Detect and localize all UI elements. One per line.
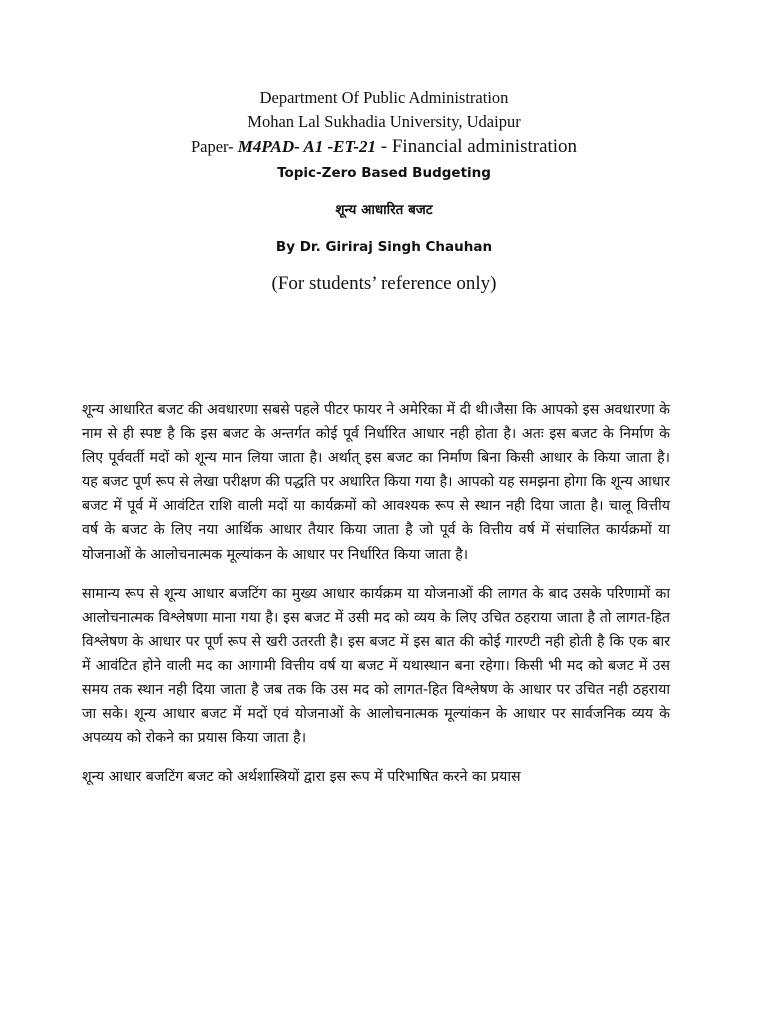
reference-note: (For students’ reference only) xyxy=(271,273,497,294)
author-line: By Dr. Giriraj Singh Chauhan xyxy=(275,239,493,255)
paper-prefix: Paper- xyxy=(190,137,238,156)
paragraph-3: शून्य आधार बजटिंग बजट को अर्थशास्त्रियों द्वारा इस रूप में परिभाषित करने का प्रयास xyxy=(82,769,521,786)
topic-title: Topic-Zero Based Budgeting xyxy=(277,165,491,181)
paper-line xyxy=(0,134,768,160)
document-body xyxy=(82,398,670,804)
paragraph-1: शून्य आधारित बजट की अवधारणा सबसे पहले पीटर फायर ने अमेरिका में दी थी।जैसा कि आपको इस अवधारणा के नाम से ही स्पष्ट है कि इस बजट के अन्तर्गत कोई पूर्व निर्धारित आधार नही होता है। अतः इस बजट के निर्माण के लिए पूर्ववर्ती मदों को शून्य मान लिया जाता है। अर्थात् इस बजट का निर्माण बिना किसी आधार के किया जाता है। यह बजट पूर्ण रूप से लेखा परीक्षण की पद्धति पर अधारित किया गया है। आपको यह समझना होगा कि शून्य आधार बजट में पूर्व में आवंटित राशि वाली मदों या कार्यक्रमों को आवश्यक रूप से स्थान नही दिया जाता है। चालू वित्तीय वर्ष के बजट के लिए नया आर्थिक आधार तैयार किया जाता है जो पूर्व के वित्तीय वर्ष में संचालित कार्यक्रमों या योजनाओं के आलोचनात्मक मूल्यांकन के आधार पर निर्धारित किया जाता है। xyxy=(82,402,670,563)
hindi-title: शून्य आधारित बजट xyxy=(335,202,433,218)
paper-subject: - Financial administration xyxy=(376,136,578,157)
university-name: Mohan Lal Sukhadia University, Udaipur xyxy=(247,112,521,131)
department-name: Department Of Public Administration xyxy=(259,88,509,107)
paragraph-2: सामान्य रूप से शून्य आधार बजटिंग का मुख्य आधार कार्यक्रम या योजनाओं की लागत के बाद उसके परिणामों का आलोचनात्मक विश्लेषणा माना गया है। इस बजट में उसी मद को व्यय के लिए उचित ठहराया जाता है तो लागत-हित विश्लेषण के आधार पर पूर्ण रूप से खरी उतरती है। इस बजट में इस बात की कोई गारण्टी नही होती है कि एक बार में आवंटित होने वाली मद का आगामी वित्तीय वर्ष या बजट में यथास्थान बना रहेगा। किसी भी मद को बजट में उस समय तक स्थान नही दिया जाता है जब तक कि उस मद को लागत-हित विश्लेषण के आधार पर उचित नही ठहराया जा सके। शून्य आधार बजट में मदों एवं योजनाओं के आलोचनात्मक मूल्यांकन के आधार पर सार्वजनिक व्यय के अपव्यय को रोकने का प्रयास किया जाता है। xyxy=(82,585,670,747)
document-header xyxy=(0,86,768,316)
paper-code: M4PAD- A1 -ET-21 xyxy=(237,137,377,156)
